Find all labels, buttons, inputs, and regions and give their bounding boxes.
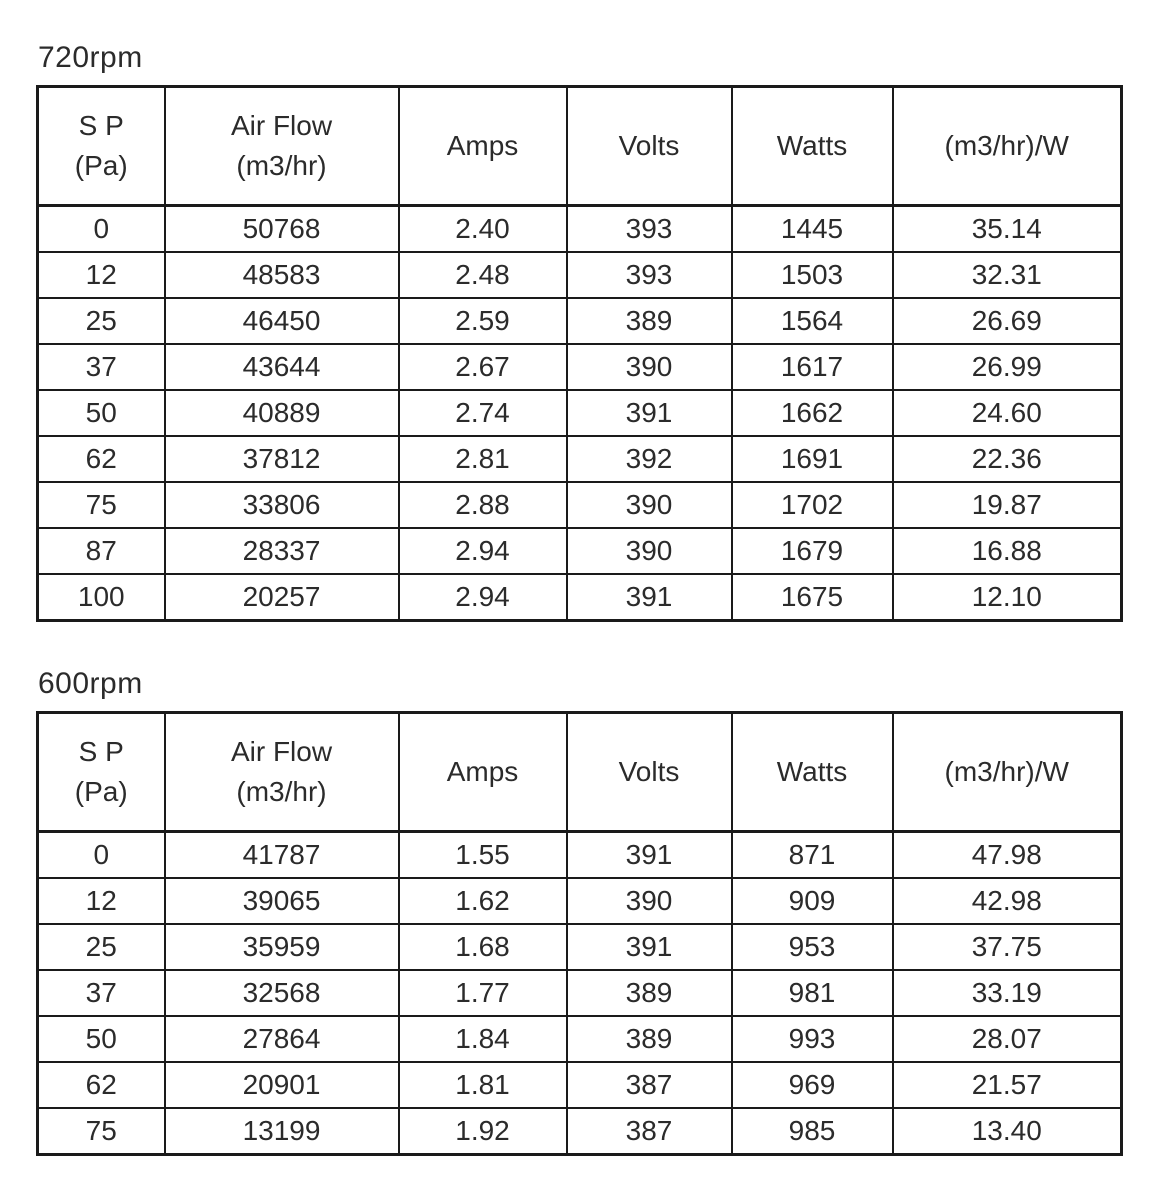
- cell-air-flow: 20257: [165, 574, 399, 621]
- cell-m3hr-per-w: 26.69: [893, 298, 1122, 344]
- rpm-720-performance-table: [36, 85, 1123, 622]
- cell-sp-pa: 12: [38, 878, 165, 924]
- cell-air-flow: 13199: [165, 1108, 399, 1155]
- cell-watts: 993: [732, 1016, 893, 1062]
- table-row: [38, 482, 1122, 528]
- cell-amps: 1.55: [399, 832, 567, 879]
- header-cell-m3hr-per-w: (m3/hr)/W: [893, 87, 1122, 206]
- header-cell-watts: Watts: [732, 713, 893, 832]
- cell-m3hr-per-w: 16.88: [893, 528, 1122, 574]
- cell-volts: 390: [567, 878, 732, 924]
- table-row: [38, 390, 1122, 436]
- cell-air-flow: 33806: [165, 482, 399, 528]
- table-row: [38, 344, 1122, 390]
- cell-watts: 1662: [732, 390, 893, 436]
- cell-volts: 391: [567, 574, 732, 621]
- cell-air-flow: 32568: [165, 970, 399, 1016]
- rpm-720-title: 720rpm: [38, 41, 143, 74]
- cell-amps: 2.59: [399, 298, 567, 344]
- cell-watts: 1445: [732, 206, 893, 253]
- rpm-720-table-body: [38, 206, 1122, 621]
- rpm-600-performance-table: [36, 711, 1123, 1156]
- cell-amps: 2.74: [399, 390, 567, 436]
- cell-volts: 390: [567, 482, 732, 528]
- cell-watts: 1564: [732, 298, 893, 344]
- cell-sp-pa: 0: [38, 832, 165, 879]
- cell-air-flow: 37812: [165, 436, 399, 482]
- header-cell-amps: Amps: [399, 713, 567, 832]
- cell-sp-pa: 62: [38, 436, 165, 482]
- rpm-720-table-header: [38, 87, 1122, 206]
- cell-air-flow: 43644: [165, 344, 399, 390]
- table-row: [38, 1016, 1122, 1062]
- cell-air-flow: 27864: [165, 1016, 399, 1062]
- table-row: [38, 436, 1122, 482]
- cell-watts: 1617: [732, 344, 893, 390]
- cell-sp-pa: 75: [38, 1108, 165, 1155]
- cell-watts: 871: [732, 832, 893, 879]
- header-cell-amps: Amps: [399, 87, 567, 206]
- table-row: [38, 878, 1122, 924]
- cell-volts: 387: [567, 1062, 732, 1108]
- cell-amps: 2.94: [399, 574, 567, 621]
- cell-watts: 969: [732, 1062, 893, 1108]
- header-cell-air-flow: Air Flow (m3/hr): [165, 713, 399, 832]
- cell-volts: 393: [567, 252, 732, 298]
- cell-amps: 2.67: [399, 344, 567, 390]
- table-row: [38, 206, 1122, 253]
- cell-m3hr-per-w: 32.31: [893, 252, 1122, 298]
- table-row: [38, 924, 1122, 970]
- cell-amps: 2.94: [399, 528, 567, 574]
- cell-sp-pa: 50: [38, 390, 165, 436]
- cell-m3hr-per-w: 35.14: [893, 206, 1122, 253]
- rpm-600-title: 600rpm: [38, 667, 143, 700]
- header-cell-air-flow: Air Flow (m3/hr): [165, 87, 399, 206]
- cell-volts: 389: [567, 298, 732, 344]
- cell-amps: 2.88: [399, 482, 567, 528]
- cell-sp-pa: 62: [38, 1062, 165, 1108]
- cell-watts: 953: [732, 924, 893, 970]
- cell-watts: 1503: [732, 252, 893, 298]
- cell-m3hr-per-w: 24.60: [893, 390, 1122, 436]
- cell-m3hr-per-w: 21.57: [893, 1062, 1122, 1108]
- cell-sp-pa: 50: [38, 1016, 165, 1062]
- cell-sp-pa: 87: [38, 528, 165, 574]
- cell-sp-pa: 25: [38, 924, 165, 970]
- cell-volts: 390: [567, 344, 732, 390]
- cell-watts: 1675: [732, 574, 893, 621]
- header-row: [38, 87, 1122, 206]
- cell-amps: 2.40: [399, 206, 567, 253]
- cell-watts: 985: [732, 1108, 893, 1155]
- cell-volts: 389: [567, 1016, 732, 1062]
- cell-sp-pa: 100: [38, 574, 165, 621]
- cell-m3hr-per-w: 42.98: [893, 878, 1122, 924]
- cell-m3hr-per-w: 37.75: [893, 924, 1122, 970]
- header-row: [38, 713, 1122, 832]
- cell-volts: 390: [567, 528, 732, 574]
- cell-m3hr-per-w: 22.36: [893, 436, 1122, 482]
- cell-air-flow: 41787: [165, 832, 399, 879]
- cell-air-flow: 40889: [165, 390, 399, 436]
- cell-volts: 387: [567, 1108, 732, 1155]
- cell-watts: 1679: [732, 528, 893, 574]
- table-row: [38, 1062, 1122, 1108]
- cell-sp-pa: 37: [38, 970, 165, 1016]
- cell-amps: 1.84: [399, 1016, 567, 1062]
- table-row: [38, 970, 1122, 1016]
- cell-m3hr-per-w: 19.87: [893, 482, 1122, 528]
- cell-sp-pa: 12: [38, 252, 165, 298]
- cell-volts: 389: [567, 970, 732, 1016]
- cell-air-flow: 46450: [165, 298, 399, 344]
- cell-sp-pa: 0: [38, 206, 165, 253]
- cell-sp-pa: 75: [38, 482, 165, 528]
- cell-amps: 1.92: [399, 1108, 567, 1155]
- cell-m3hr-per-w: 26.99: [893, 344, 1122, 390]
- cell-volts: 392: [567, 436, 732, 482]
- cell-air-flow: 35959: [165, 924, 399, 970]
- cell-amps: 2.48: [399, 252, 567, 298]
- cell-m3hr-per-w: 13.40: [893, 1108, 1122, 1155]
- cell-m3hr-per-w: 47.98: [893, 832, 1122, 879]
- cell-watts: 909: [732, 878, 893, 924]
- cell-sp-pa: 37: [38, 344, 165, 390]
- cell-air-flow: 20901: [165, 1062, 399, 1108]
- rpm-600-section: [36, 668, 1121, 1156]
- rpm-720-section: [36, 42, 1121, 622]
- cell-volts: 393: [567, 206, 732, 253]
- cell-air-flow: 50768: [165, 206, 399, 253]
- cell-sp-pa: 25: [38, 298, 165, 344]
- table-row: [38, 298, 1122, 344]
- table-row: [38, 252, 1122, 298]
- header-cell-watts: Watts: [732, 87, 893, 206]
- cell-amps: 1.77: [399, 970, 567, 1016]
- table-row: [38, 1108, 1122, 1155]
- cell-watts: 1702: [732, 482, 893, 528]
- cell-volts: 391: [567, 924, 732, 970]
- rpm-600-table-header: [38, 713, 1122, 832]
- table-row: [38, 574, 1122, 621]
- cell-amps: 1.81: [399, 1062, 567, 1108]
- header-cell-m3hr-per-w: (m3/hr)/W: [893, 713, 1122, 832]
- cell-amps: 1.62: [399, 878, 567, 924]
- cell-watts: 981: [732, 970, 893, 1016]
- cell-air-flow: 48583: [165, 252, 399, 298]
- header-cell-sp-pa: S P (Pa): [38, 87, 165, 206]
- cell-watts: 1691: [732, 436, 893, 482]
- header-cell-volts: Volts: [567, 87, 732, 206]
- cell-amps: 2.81: [399, 436, 567, 482]
- table-row: [38, 528, 1122, 574]
- cell-air-flow: 28337: [165, 528, 399, 574]
- cell-volts: 391: [567, 390, 732, 436]
- cell-volts: 391: [567, 832, 732, 879]
- rpm-600-table-body: [38, 832, 1122, 1155]
- header-cell-volts: Volts: [567, 713, 732, 832]
- cell-m3hr-per-w: 33.19: [893, 970, 1122, 1016]
- cell-amps: 1.68: [399, 924, 567, 970]
- cell-m3hr-per-w: 28.07: [893, 1016, 1122, 1062]
- table-row: [38, 832, 1122, 879]
- cell-m3hr-per-w: 12.10: [893, 574, 1122, 621]
- cell-air-flow: 39065: [165, 878, 399, 924]
- header-cell-sp-pa: S P (Pa): [38, 713, 165, 832]
